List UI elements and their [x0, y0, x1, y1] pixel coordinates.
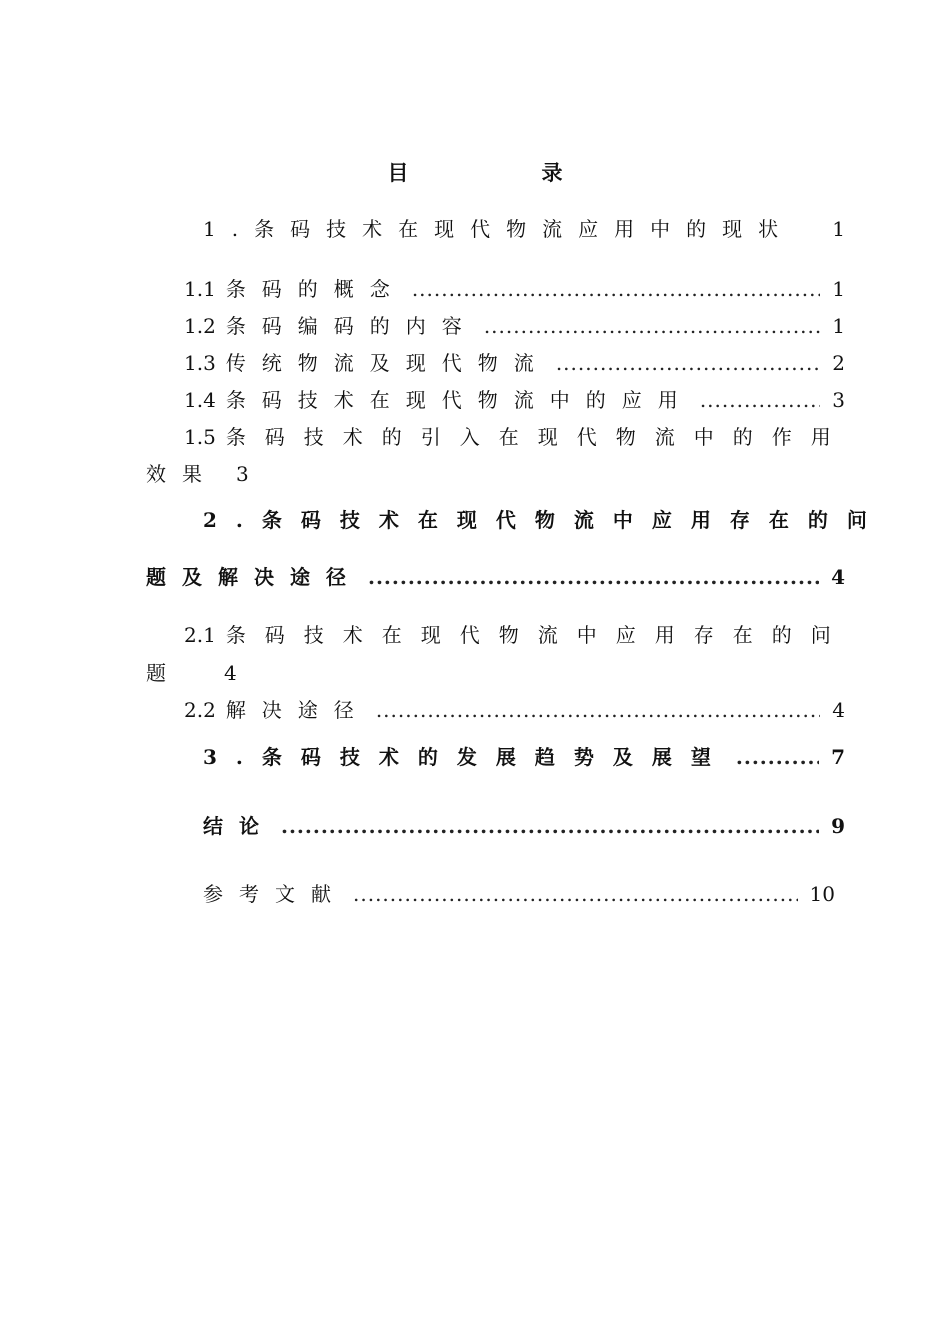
toc-entry-continuation[interactable] [146, 461, 326, 487]
toc-leader-dots [736, 744, 819, 770]
toc-leader-dots [412, 276, 820, 302]
toc-leader-dots [484, 313, 820, 339]
toc-entry-page: 1 [832, 314, 845, 338]
toc-entry-continuation[interactable] [146, 564, 845, 590]
toc-entry-page: 4 [831, 565, 845, 589]
toc-entry-number: 1.5 [184, 425, 216, 449]
toc-entry-page: 9 [831, 814, 845, 838]
toc-leader-dots [376, 697, 820, 723]
toc-entry-number: 1.1 [184, 277, 216, 301]
toc-entry-text: 条码技术在现代物流中应用存在的问 [225, 623, 850, 647]
toc-entry[interactable] [184, 622, 850, 648]
toc-entry-number: 2.1 [184, 623, 216, 647]
toc-entry-text: 解决途径 [225, 698, 370, 722]
toc-entry-number: 1.2 [184, 314, 216, 338]
toc-entry-page: 3 [236, 462, 249, 486]
toc-entry-number: 2.2 [184, 698, 216, 722]
toc-entry-text: 条码技术在现代物流中的应用 [225, 388, 694, 412]
toc-entry-text: 条码技术的引入在现代物流中的作用 [225, 425, 850, 449]
toc-entry-page: 1 [832, 217, 845, 241]
toc-entry[interactable] [203, 744, 845, 770]
toc-leader-dots [368, 564, 819, 590]
toc-leader-dots [353, 881, 798, 907]
toc-entry-page: 10 [809, 882, 835, 906]
toc-leader-dots [700, 387, 820, 413]
toc-entry[interactable] [203, 813, 845, 839]
toc-entry[interactable] [184, 313, 845, 339]
toc-entry[interactable] [184, 424, 850, 450]
toc-entry-text: 题 [146, 661, 166, 685]
toc-entry-page: 4 [832, 698, 845, 722]
toc-entry-text: 题及解决途径 [146, 565, 362, 589]
toc-entry-page: 2 [832, 351, 845, 375]
toc-entry-page: 3 [832, 388, 845, 412]
toc-entry-page: 1 [832, 277, 845, 301]
toc-title: 目 录 [387, 160, 619, 185]
toc-entry-page: 7 [831, 745, 845, 769]
toc-entry-text: 结论 [203, 814, 275, 838]
toc-entry[interactable] [203, 881, 835, 907]
toc-entry-page: 4 [224, 661, 237, 685]
toc-entry-text: 2.条码技术在现代物流中应用存在的问 [203, 508, 886, 532]
toc-entry[interactable] [184, 387, 845, 413]
toc-leader-dots [556, 350, 820, 376]
toc-entry[interactable] [203, 507, 886, 533]
toc-entry-text: 条码的概念 [225, 277, 406, 301]
toc-entry-continuation[interactable] [146, 660, 326, 686]
toc-leader-dots [281, 813, 819, 839]
toc-entry-text: 3.条码技术的发展趋势及展望 [203, 745, 730, 769]
toc-entry-number: 1.4 [184, 388, 216, 412]
toc-entry-number: 1.3 [184, 351, 216, 375]
toc-entry-text: 条码编码的内容 [225, 314, 478, 338]
toc-entry-text: 参考文献 [203, 882, 347, 906]
toc-entry-text: 效果 [146, 462, 218, 486]
toc-entry[interactable] [184, 276, 845, 302]
toc-entry-text: 1.条码技术在现代物流应用中的现状 [203, 217, 795, 241]
toc-entry-text: 传统物流及现代物流 [225, 351, 550, 375]
toc-entry[interactable] [203, 216, 845, 242]
toc-entry[interactable] [184, 350, 845, 376]
toc-entry[interactable] [184, 697, 845, 723]
